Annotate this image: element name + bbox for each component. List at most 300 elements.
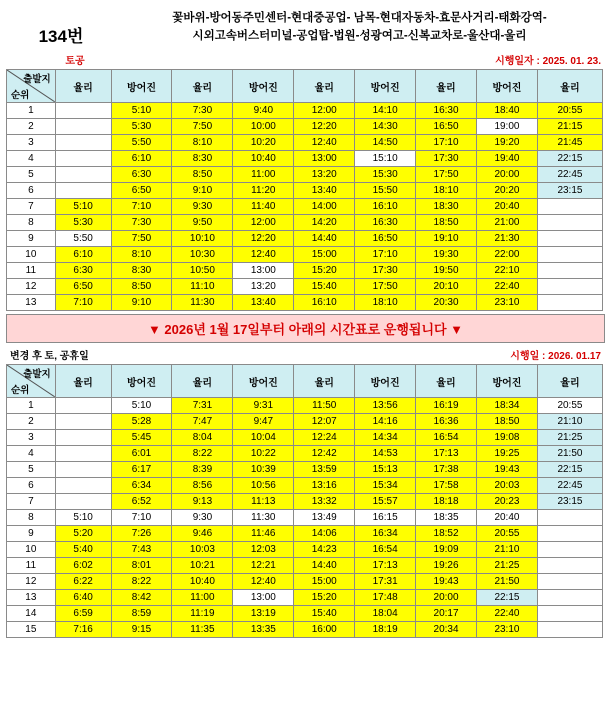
time-cell: 5:30	[55, 215, 111, 231]
time-cell: 12:20	[294, 119, 355, 135]
time-cell	[537, 263, 602, 279]
time-cell: 8:01	[111, 558, 172, 574]
time-cell: 10:30	[172, 247, 233, 263]
time-cell: 18:52	[416, 526, 477, 542]
time-cell: 15:13	[355, 462, 416, 478]
time-cell: 15:40	[294, 279, 355, 295]
time-cell: 12:20	[233, 231, 294, 247]
time-cell: 10:39	[233, 462, 294, 478]
time-cell: 10:56	[233, 478, 294, 494]
time-cell: 16:50	[416, 119, 477, 135]
time-cell: 15:20	[294, 263, 355, 279]
time-cell: 8:10	[111, 247, 172, 263]
time-cell: 21:30	[477, 231, 538, 247]
table-row	[7, 478, 603, 494]
table-row	[7, 247, 603, 263]
time-cell: 16:34	[355, 526, 416, 542]
time-cell: 21:25	[537, 430, 602, 446]
time-cell: 13:35	[233, 622, 294, 638]
time-cell	[55, 183, 111, 199]
time-cell: 14:20	[294, 215, 355, 231]
time-cell: 12:03	[233, 542, 294, 558]
table-row	[7, 622, 603, 638]
time-cell: 7:10	[111, 510, 172, 526]
time-cell: 7:16	[55, 622, 111, 638]
route-description	[116, 10, 603, 46]
time-cell: 22:15	[537, 151, 602, 167]
time-cell: 12:00	[294, 103, 355, 119]
time-cell: 9:30	[172, 199, 233, 215]
time-cell	[55, 167, 111, 183]
time-cell: 21:00	[477, 215, 538, 231]
time-cell: 11:30	[172, 295, 233, 311]
time-cell: 13:16	[294, 478, 355, 494]
time-cell: 14:30	[355, 119, 416, 135]
time-cell: 19:08	[477, 430, 538, 446]
time-cell: 13:19	[233, 606, 294, 622]
row-index: 4	[7, 151, 56, 167]
time-cell: 20:00	[477, 167, 538, 183]
time-cell: 19:30	[416, 247, 477, 263]
row-index: 8	[7, 510, 56, 526]
time-cell: 5:20	[55, 526, 111, 542]
time-cell: 6:02	[55, 558, 111, 574]
table-row	[7, 215, 603, 231]
time-cell: 13:40	[233, 295, 294, 311]
time-cell	[55, 430, 111, 446]
route-number: 134번	[38, 27, 84, 46]
time-cell: 23:10	[477, 622, 538, 638]
time-cell: 7:10	[111, 199, 172, 215]
time-cell: 10:22	[233, 446, 294, 462]
column-header-3: 율리	[172, 365, 233, 398]
time-cell: 12:40	[294, 135, 355, 151]
time-cell: 10:04	[233, 430, 294, 446]
time-cell: 10:03	[172, 542, 233, 558]
time-cell: 20:23	[477, 494, 538, 510]
time-cell: 6:34	[111, 478, 172, 494]
time-cell: 16:30	[416, 103, 477, 119]
time-cell: 6:10	[55, 247, 111, 263]
time-cell: 9:15	[111, 622, 172, 638]
time-cell: 11:00	[233, 167, 294, 183]
table-row	[7, 526, 603, 542]
time-cell	[537, 590, 602, 606]
time-cell: 17:13	[416, 446, 477, 462]
time-cell	[55, 462, 111, 478]
time-cell: 17:58	[416, 478, 477, 494]
time-cell: 17:31	[355, 574, 416, 590]
time-cell: 10:40	[233, 151, 294, 167]
time-cell: 8:04	[172, 430, 233, 446]
table-row	[7, 494, 603, 510]
row-index: 13	[7, 590, 56, 606]
row-index: 5	[7, 167, 56, 183]
time-cell: 11:19	[172, 606, 233, 622]
time-cell	[537, 542, 602, 558]
time-cell: 13:59	[294, 462, 355, 478]
time-cell: 6:22	[55, 574, 111, 590]
table-row	[7, 414, 603, 430]
time-cell: 21:25	[477, 558, 538, 574]
time-cell: 14:16	[355, 414, 416, 430]
column-header-9: 율리	[537, 70, 602, 103]
time-cell	[55, 151, 111, 167]
time-cell	[55, 119, 111, 135]
time-cell: 6:17	[111, 462, 172, 478]
column-header-1: 율리	[55, 70, 111, 103]
time-cell: 16:10	[355, 199, 416, 215]
table2-day-type: 변경 후 토, 공휴일	[10, 351, 89, 362]
row-index: 15	[7, 622, 56, 638]
column-header-6: 방어진	[355, 365, 416, 398]
time-cell: 23:15	[537, 494, 602, 510]
time-cell: 13:56	[355, 398, 416, 414]
time-cell: 9:31	[233, 398, 294, 414]
time-cell: 11:10	[172, 279, 233, 295]
time-cell: 7:50	[111, 231, 172, 247]
row-index: 11	[7, 263, 56, 279]
time-cell: 5:28	[111, 414, 172, 430]
table-row	[7, 462, 603, 478]
time-cell	[537, 606, 602, 622]
time-cell: 17:38	[416, 462, 477, 478]
time-cell: 15:34	[355, 478, 416, 494]
time-cell: 13:00	[233, 590, 294, 606]
table-row	[7, 135, 603, 151]
time-cell: 5:10	[111, 398, 172, 414]
time-cell: 5:10	[111, 103, 172, 119]
time-cell: 14:10	[355, 103, 416, 119]
route-description-line1: 꽃바위-방어동주민센터-현대중공업- 남목-현대자동차-효문사거리-태화강역-	[172, 12, 547, 24]
time-cell: 18:50	[416, 215, 477, 231]
timetable-upcoming	[6, 364, 603, 638]
time-cell: 15:50	[355, 183, 416, 199]
time-cell: 19:26	[416, 558, 477, 574]
time-cell: 8:50	[111, 279, 172, 295]
time-cell: 21:10	[537, 414, 602, 430]
time-cell: 6:52	[111, 494, 172, 510]
column-header-8: 방어진	[477, 365, 538, 398]
time-cell	[55, 446, 111, 462]
time-cell: 17:50	[355, 279, 416, 295]
time-cell	[537, 622, 602, 638]
row-index: 11	[7, 558, 56, 574]
time-cell: 12:40	[233, 574, 294, 590]
time-cell: 15:40	[294, 606, 355, 622]
table-row	[7, 542, 603, 558]
time-cell: 11:40	[233, 199, 294, 215]
time-cell: 6:10	[111, 151, 172, 167]
column-header-4: 방어진	[233, 365, 294, 398]
time-cell: 22:40	[477, 606, 538, 622]
time-cell: 15:00	[294, 574, 355, 590]
time-cell: 10:00	[233, 119, 294, 135]
time-cell: 8:50	[172, 167, 233, 183]
time-cell: 12:00	[233, 215, 294, 231]
time-cell: 16:50	[355, 231, 416, 247]
time-cell: 19:09	[416, 542, 477, 558]
time-cell: 6:50	[55, 279, 111, 295]
time-cell: 14:40	[294, 231, 355, 247]
row-index: 3	[7, 430, 56, 446]
time-cell: 16:54	[355, 542, 416, 558]
table-row	[7, 446, 603, 462]
time-cell: 13:40	[294, 183, 355, 199]
time-cell: 16:00	[294, 622, 355, 638]
time-cell: 9:10	[111, 295, 172, 311]
time-cell: 14:00	[294, 199, 355, 215]
table2-effective-date: 시행일 : 2026. 01.17	[510, 351, 601, 362]
time-cell: 16:19	[416, 398, 477, 414]
time-cell: 17:10	[416, 135, 477, 151]
table-row	[7, 398, 603, 414]
time-cell: 18:10	[416, 183, 477, 199]
time-cell	[537, 247, 602, 263]
time-cell: 6:01	[111, 446, 172, 462]
time-cell	[55, 135, 111, 151]
table1-effective-date: 시행일자 : 2025. 01. 23.	[495, 56, 601, 67]
row-index: 5	[7, 462, 56, 478]
column-header-5: 율리	[294, 70, 355, 103]
time-cell: 6:59	[55, 606, 111, 622]
time-cell: 15:30	[355, 167, 416, 183]
time-cell: 12:40	[233, 247, 294, 263]
time-cell: 17:30	[416, 151, 477, 167]
time-cell: 18:10	[355, 295, 416, 311]
time-cell: 23:15	[537, 183, 602, 199]
time-cell: 11:30	[233, 510, 294, 526]
row-index: 2	[7, 119, 56, 135]
time-cell: 21:45	[537, 135, 602, 151]
time-cell: 5:30	[111, 119, 172, 135]
row-index: 6	[7, 478, 56, 494]
time-cell: 20:17	[416, 606, 477, 622]
time-cell: 15:57	[355, 494, 416, 510]
row-index: 7	[7, 494, 56, 510]
time-cell: 20:20	[477, 183, 538, 199]
time-cell	[55, 103, 111, 119]
time-cell: 13:00	[294, 151, 355, 167]
time-cell: 7:50	[172, 119, 233, 135]
time-cell: 20:55	[477, 526, 538, 542]
table-row	[7, 231, 603, 247]
column-header-7: 율리	[416, 70, 477, 103]
time-cell: 14:53	[355, 446, 416, 462]
row-index: 2	[7, 414, 56, 430]
row-index: 12	[7, 279, 56, 295]
time-cell: 17:48	[355, 590, 416, 606]
time-cell: 13:32	[294, 494, 355, 510]
row-index: 12	[7, 574, 56, 590]
table1-day-type: 토공	[65, 56, 85, 67]
time-cell: 18:40	[477, 103, 538, 119]
time-cell	[537, 574, 602, 590]
time-cell: 17:10	[355, 247, 416, 263]
time-cell: 11:00	[172, 590, 233, 606]
table-row	[7, 103, 603, 119]
time-cell: 12:21	[233, 558, 294, 574]
time-cell: 16:15	[355, 510, 416, 526]
time-cell: 5:50	[111, 135, 172, 151]
row-index: 9	[7, 526, 56, 542]
table-row	[7, 263, 603, 279]
time-cell: 14:23	[294, 542, 355, 558]
table-row	[7, 199, 603, 215]
row-index: 14	[7, 606, 56, 622]
time-cell: 15:10	[355, 151, 416, 167]
time-cell: 22:15	[477, 590, 538, 606]
time-cell: 19:43	[416, 574, 477, 590]
time-cell: 20:55	[537, 398, 602, 414]
time-cell: 7:30	[172, 103, 233, 119]
time-cell: 9:30	[172, 510, 233, 526]
time-cell: 19:00	[477, 119, 538, 135]
time-cell: 16:54	[416, 430, 477, 446]
time-cell: 19:43	[477, 462, 538, 478]
time-cell: 18:04	[355, 606, 416, 622]
time-cell: 14:34	[355, 430, 416, 446]
time-cell: 22:45	[537, 167, 602, 183]
table1-notice-row	[0, 51, 609, 69]
route-description-line2: 시외고속버스터미널-공업탑-법원-성광여고-신복교차로-울산대-울리	[192, 29, 527, 42]
time-cell: 11:46	[233, 526, 294, 542]
time-cell: 19:20	[477, 135, 538, 151]
time-cell: 8:22	[172, 446, 233, 462]
time-cell	[55, 398, 111, 414]
time-cell: 8:30	[111, 263, 172, 279]
table-row	[7, 590, 603, 606]
change-banner: ▼ 2026년 1월 17일부터 아래의 시간표로 운행됩니다 ▼	[6, 314, 605, 343]
time-cell: 18:50	[477, 414, 538, 430]
time-cell: 7:31	[172, 398, 233, 414]
time-cell: 14:50	[355, 135, 416, 151]
time-cell: 19:10	[416, 231, 477, 247]
time-cell: 9:50	[172, 215, 233, 231]
row-index: 1	[7, 103, 56, 119]
origin-rank-corner: 출발지 순위	[7, 365, 56, 398]
time-cell: 8:10	[172, 135, 233, 151]
time-cell: 22:10	[477, 263, 538, 279]
table-row	[7, 295, 603, 311]
table-row	[7, 574, 603, 590]
time-cell: 6:50	[111, 183, 172, 199]
time-cell: 16:36	[416, 414, 477, 430]
time-cell: 6:30	[111, 167, 172, 183]
time-cell: 15:00	[294, 247, 355, 263]
time-cell: 20:10	[416, 279, 477, 295]
time-cell: 8:39	[172, 462, 233, 478]
row-index: 13	[7, 295, 56, 311]
table-row	[7, 167, 603, 183]
time-cell: 11:50	[294, 398, 355, 414]
time-cell: 5:10	[55, 510, 111, 526]
time-cell: 5:40	[55, 542, 111, 558]
time-cell: 10:20	[233, 135, 294, 151]
time-cell: 8:22	[111, 574, 172, 590]
time-cell	[537, 558, 602, 574]
time-cell: 18:35	[416, 510, 477, 526]
origin-rank-corner: 출발지 순위	[7, 70, 56, 103]
time-cell: 13:49	[294, 510, 355, 526]
column-header-1: 율리	[55, 365, 111, 398]
time-cell: 8:59	[111, 606, 172, 622]
time-cell: 19:25	[477, 446, 538, 462]
column-header-8: 방어진	[477, 70, 538, 103]
time-cell: 13:00	[233, 263, 294, 279]
time-cell: 9:40	[233, 103, 294, 119]
column-header-5: 율리	[294, 365, 355, 398]
time-cell: 9:47	[233, 414, 294, 430]
time-cell: 17:30	[355, 263, 416, 279]
time-cell: 21:10	[477, 542, 538, 558]
row-index: 9	[7, 231, 56, 247]
time-cell: 18:19	[355, 622, 416, 638]
time-cell: 9:13	[172, 494, 233, 510]
time-cell: 20:30	[416, 295, 477, 311]
time-cell: 7:10	[55, 295, 111, 311]
time-cell: 16:30	[355, 215, 416, 231]
time-cell: 5:10	[55, 199, 111, 215]
time-cell: 6:40	[55, 590, 111, 606]
time-cell: 13:20	[294, 167, 355, 183]
timetable-current	[6, 69, 603, 311]
time-cell: 5:45	[111, 430, 172, 446]
time-cell	[537, 199, 602, 215]
time-cell: 8:30	[172, 151, 233, 167]
row-index: 7	[7, 199, 56, 215]
time-cell: 23:10	[477, 295, 538, 311]
time-cell: 15:20	[294, 590, 355, 606]
time-cell: 18:30	[416, 199, 477, 215]
table-row	[7, 606, 603, 622]
column-header-9: 율리	[537, 365, 602, 398]
column-header-2: 방어진	[111, 365, 172, 398]
time-cell	[537, 526, 602, 542]
column-header-3: 율리	[172, 70, 233, 103]
time-cell: 10:50	[172, 263, 233, 279]
column-header-7: 율리	[416, 365, 477, 398]
time-cell: 19:40	[477, 151, 538, 167]
page-header	[0, 0, 609, 51]
time-cell: 22:40	[477, 279, 538, 295]
table-row	[7, 279, 603, 295]
column-header-6: 방어진	[355, 70, 416, 103]
time-cell: 20:00	[416, 590, 477, 606]
time-cell: 6:30	[55, 263, 111, 279]
time-cell	[55, 414, 111, 430]
time-cell: 8:56	[172, 478, 233, 494]
time-cell: 13:20	[233, 279, 294, 295]
time-cell	[537, 510, 602, 526]
time-cell: 10:40	[172, 574, 233, 590]
time-cell: 21:15	[537, 119, 602, 135]
time-cell: 22:45	[537, 478, 602, 494]
row-index: 8	[7, 215, 56, 231]
time-cell: 14:40	[294, 558, 355, 574]
time-cell: 11:20	[233, 183, 294, 199]
time-cell: 22:15	[537, 462, 602, 478]
time-cell	[537, 295, 602, 311]
time-cell: 10:10	[172, 231, 233, 247]
time-cell: 7:43	[111, 542, 172, 558]
time-cell: 12:42	[294, 446, 355, 462]
time-cell: 17:50	[416, 167, 477, 183]
time-cell: 5:50	[55, 231, 111, 247]
time-cell: 7:47	[172, 414, 233, 430]
row-index: 6	[7, 183, 56, 199]
time-cell: 19:50	[416, 263, 477, 279]
